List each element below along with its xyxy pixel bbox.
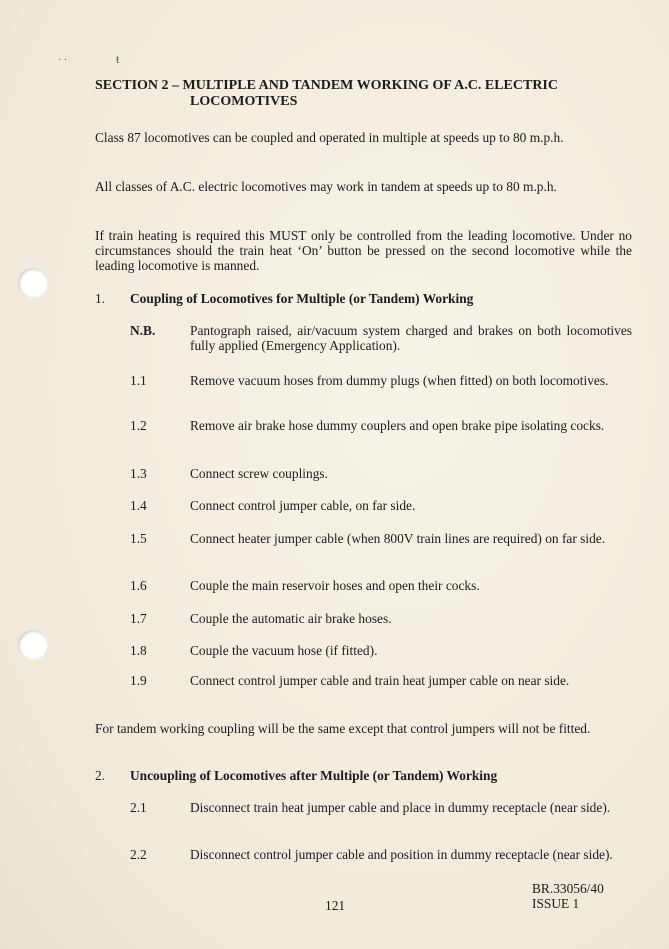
- section-2-title: Uncoupling of Locomotives after Multiple (or Tandem) Working: [130, 768, 498, 783]
- item-text: Disconnect control jumper cable and position in dummy receptacle (near side).: [190, 847, 613, 862]
- item-text: Disconnect train heat jumper cable and place in dummy receptacle (near side).: [190, 800, 611, 815]
- item-label: 1.7: [130, 611, 147, 626]
- item-label: 2.1: [130, 800, 147, 815]
- item-label: 1.3: [130, 466, 147, 481]
- speck: ŧ: [116, 52, 120, 66]
- item-text: Connect screw couplings.: [190, 466, 328, 481]
- section-2-heading: [95, 768, 497, 783]
- section-1-title: Coupling of Locomotives for Multiple (or Tandem) Working: [130, 291, 474, 306]
- paragraph-tandem-speed: All classes of A.C. electric locomotives may work in tandem at speeds up to 80 m.p.h.: [95, 179, 557, 194]
- paragraph-train-heating: If train heating is required this MUST only be controlled from the leading locomotive. Under no circumstances should the train heat ‘On’ button be pressed on the second locomotive while the leading locomotive is manned.: [95, 228, 632, 273]
- punch-hole: [18, 268, 48, 298]
- item-text: Couple the main reservoir hoses and open their cocks.: [190, 578, 480, 593]
- document-reference: [532, 881, 604, 911]
- punch-hole: [18, 630, 48, 660]
- item-label: 1.8: [130, 643, 147, 658]
- item-text: Remove air brake hose dummy couplers and open brake pipe isolating cocks.: [190, 418, 605, 433]
- item-text: Connect control jumper cable and train heat jumper cable on near side.: [190, 673, 570, 688]
- item-label: 1.6: [130, 578, 147, 593]
- section-heading: [95, 78, 632, 110]
- item-label: 1.4: [130, 498, 147, 513]
- issue-number: ISSUE 1: [532, 896, 580, 911]
- item-label: 1.2: [130, 418, 147, 433]
- speck: · ·: [58, 55, 68, 66]
- item-text: Couple the automatic air brake hoses.: [190, 611, 392, 626]
- heading-line-1: SECTION 2 – MULTIPLE AND TANDEM WORKING OF A.C. ELECTRIC: [95, 78, 558, 93]
- item-text: Couple the vacuum hose (if fitted).: [190, 643, 378, 658]
- item-text: Connect heater jumper cable (when 800V train lines are required) on far side.: [190, 531, 606, 546]
- section-1-number: 1.: [95, 291, 106, 306]
- item-label: 1.1: [130, 373, 147, 388]
- item-label: N.B.: [130, 323, 156, 338]
- paragraph-tandem-note: For tandem working coupling will be the same except that control jumpers will not be fitted.: [95, 721, 591, 736]
- reference-number: BR.33056/40: [532, 881, 604, 896]
- item-label: 1.5: [130, 531, 147, 546]
- item-text: Pantograph raised, air/vacuum system charged and brakes on both locomotives fully applied (Emergency Application).: [190, 323, 632, 353]
- document-body: [95, 78, 632, 862]
- item-label: 2.2: [130, 847, 147, 862]
- page-number: 121: [325, 898, 346, 913]
- heading-line-2: LOCOMOTIVES: [190, 94, 298, 109]
- item-text: Remove vacuum hoses from dummy plugs (when fitted) on both locomotives.: [190, 373, 609, 388]
- paragraph-class87: Class 87 locomotives can be coupled and operated in multiple at speeds up to 80 m.p.h.: [95, 130, 564, 145]
- item-text: Connect control jumper cable, on far side.: [190, 498, 416, 513]
- section-1-heading: [95, 291, 473, 306]
- section-2-number: 2.: [95, 768, 106, 783]
- item-label: 1.9: [130, 673, 147, 688]
